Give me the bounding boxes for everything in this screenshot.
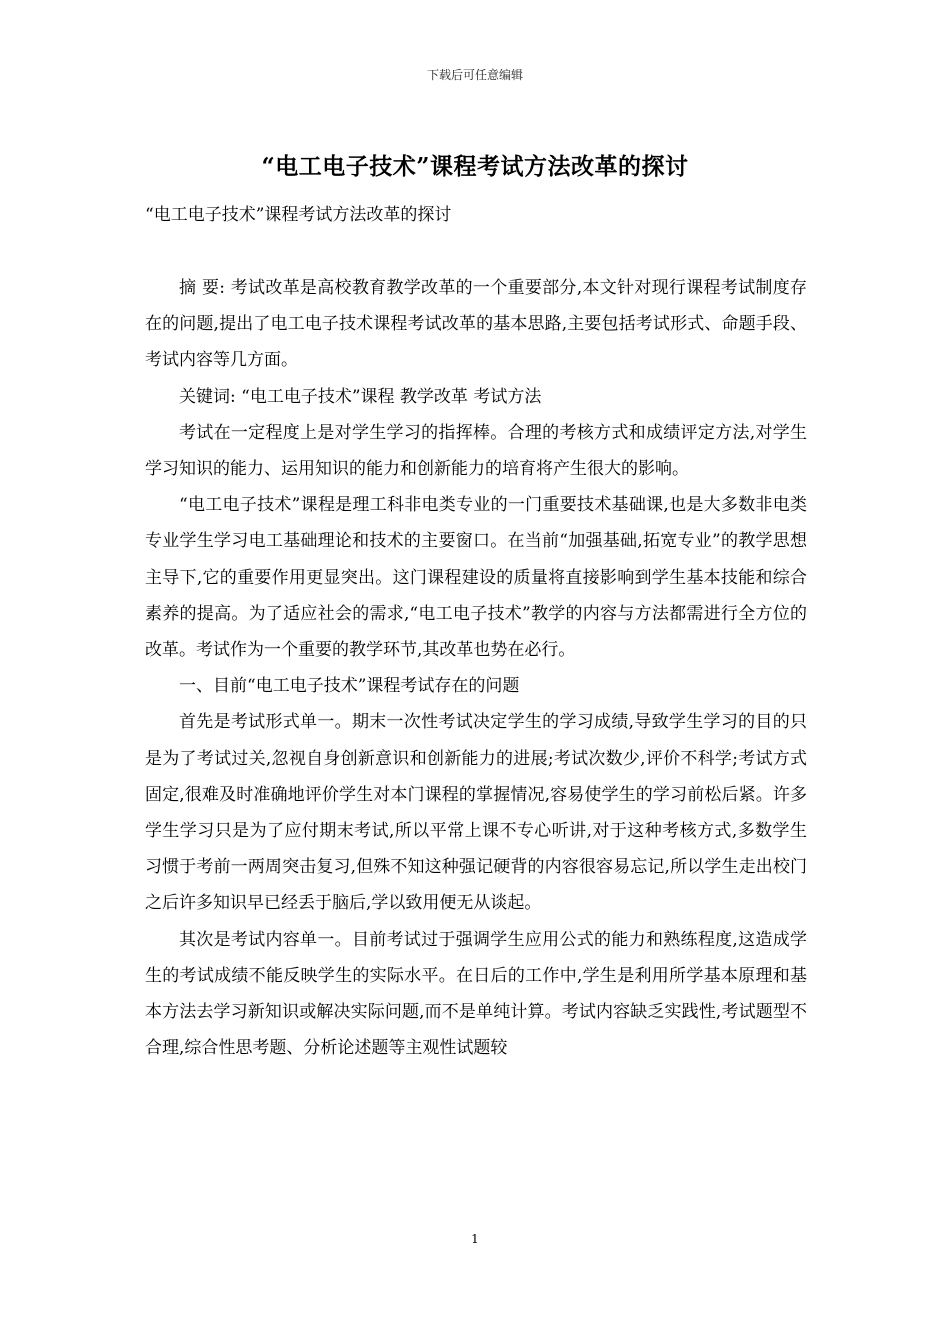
- body-paragraph: 其次是考试内容单一。目前考试过于强调学生应用公式的能力和熟练程度,这造成学生的考试成绩不能反映学生的实际水平。在日后的工作中,学生是利用所学基本原理和基本方法去学习新知识或解决实际问题,而不是单纯计算。考试内容缺乏实践性,考试题型不合理,综合性思考题、分析论述题等主观性试题较: [145, 929, 807, 1059]
- section-heading: 一、目前“电工电子技术”课程考试存在的问题: [179, 676, 520, 697]
- keywords-paragraph: 关键词: “电工电子技术”课程 教学改革 考试方法: [179, 386, 542, 407]
- body-paragraph: “电工电子技术”课程是理工科非电类专业的一门重要技术基础课,也是大多数非电类专业学生学习电工基础理论和技术的主要窗口。在当前“加强基础,拓宽专业”的教学思想主导下,它的重要作用更显突出。这门课程建设的质量将直接影响到学生基本技能和综合素养的提高。为了适应社会的需求,“电工电子技术”教学的内容与方法都需进行全方位的改革。考试作为一个重要的教学环节,其改革也势在必行。: [145, 495, 807, 661]
- abstract-paragraph: 摘 要: 考试改革是高校教育教学改革的一个重要部分,本文针对现行课程考试制度存在的问题,提出了电工电子技术课程考试改革的基本思路,主要包括考试形式、命题手段、考试内容等几方面。: [145, 278, 807, 371]
- document-body: [145, 270, 807, 1066]
- body-paragraph: 首先是考试形式单一。期末一次性考试决定学生的学习成绩,导致学生学习的目的只是为了考试过关,忽视自身创新意识和创新能力的进展;考试次数少,评价不科学;考试方式固定,很难及时准确地评价学生对本门课程的掌握情况,容易使学生的学习前松后紧。许多学生学习只是为了应付期末考试,所以平常上课不专心听讲,对于这种考核方式,多数学生习惯于考前一两周突击复习,但殊不知这种强记硬背的内容很容易忘记,所以学生走出校门之后许多知识早已经丢于脑后,学以致用便无从谈起。: [145, 712, 807, 914]
- document-subtitle: “电工电子技术”课程考试方法改革的探讨: [145, 205, 452, 225]
- document-title: “电工电子技术”课程考试方法改革的探讨: [261, 153, 689, 180]
- page-number: 1: [471, 1232, 479, 1246]
- body-paragraph: 考试在一定程度上是对学生学习的指挥棒。合理的考核方式和成绩评定方法,对学生学习知识的能力、运用知识的能力和创新能力的培育将产生很大的影响。: [145, 422, 807, 480]
- page-header: 下载后可任意编辑: [426, 68, 523, 82]
